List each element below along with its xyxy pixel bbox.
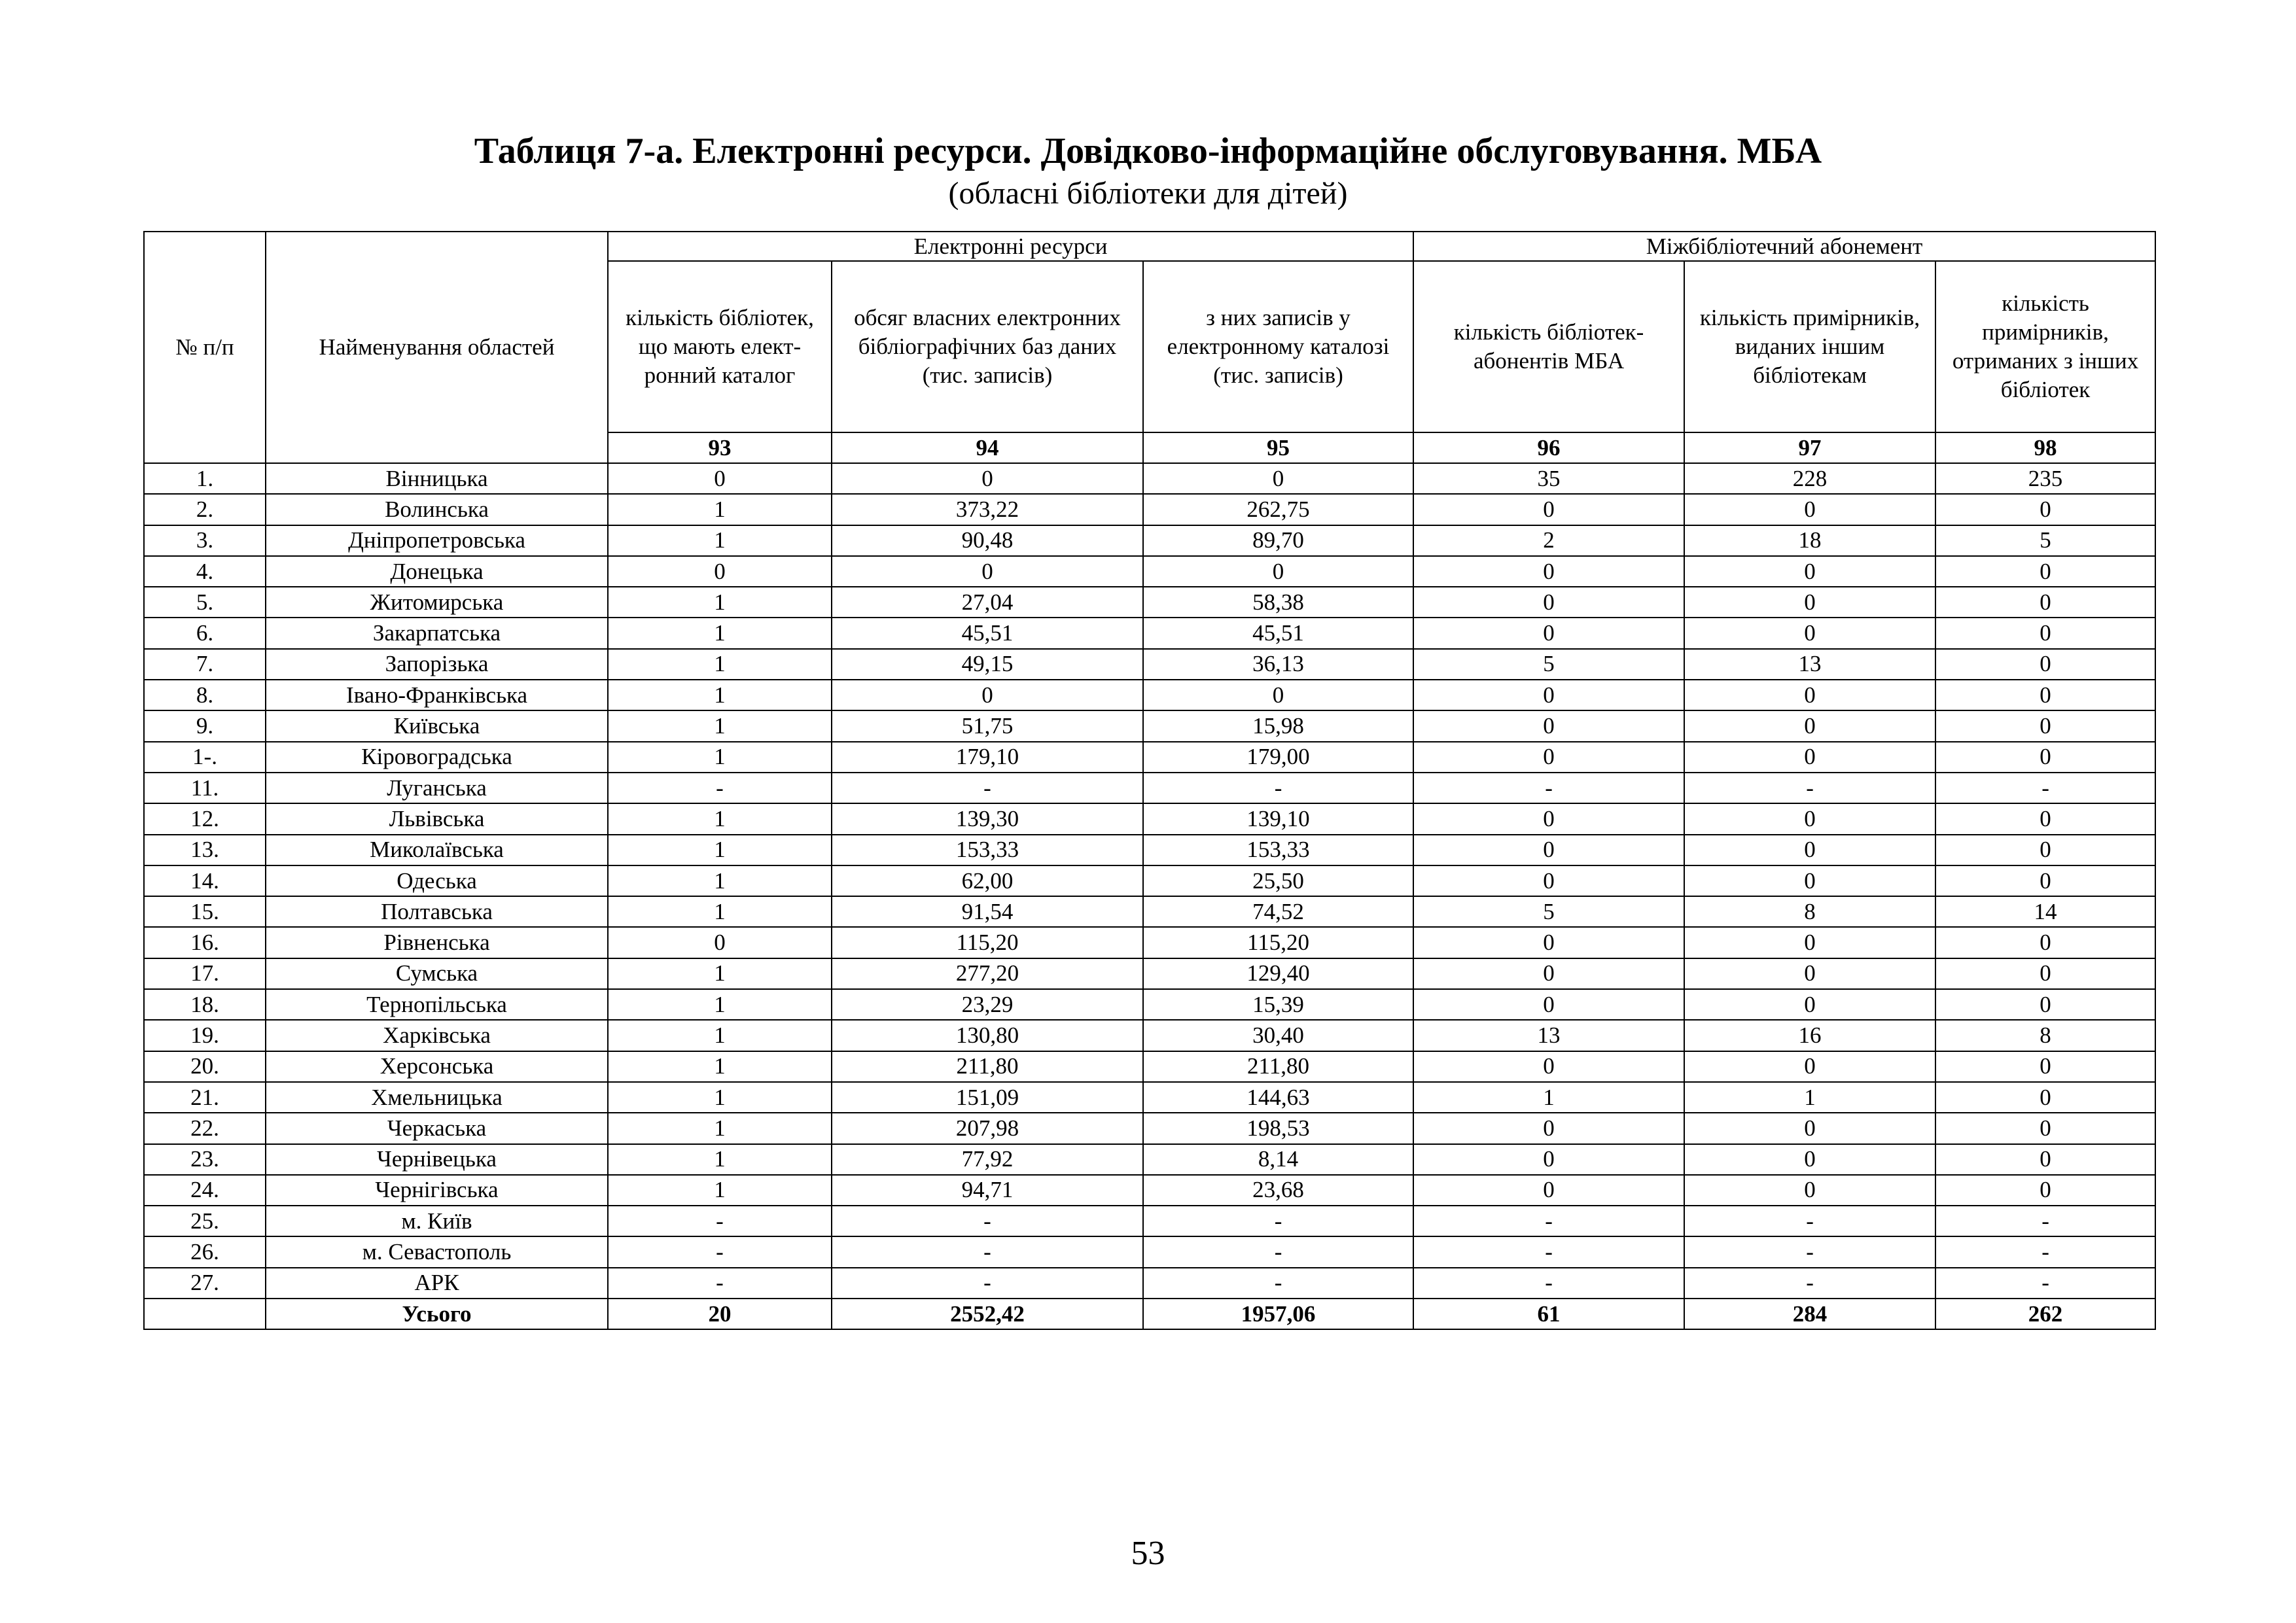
value-cell: 0 <box>1684 803 1935 834</box>
column-number: 98 <box>1935 432 2155 463</box>
value-cell: 0 <box>1935 1175 2155 1206</box>
region-name: Харківська <box>266 1020 608 1051</box>
value-cell: 115,20 <box>1143 927 1413 958</box>
value-cell: - <box>608 1206 832 1236</box>
total-cell: 262 <box>1935 1299 2155 1329</box>
row-number: 27. <box>144 1268 266 1299</box>
value-cell: 1 <box>608 1175 832 1206</box>
region-name: Львівська <box>266 803 608 834</box>
region-name: АРК <box>266 1268 608 1299</box>
value-cell: 1 <box>608 494 832 525</box>
value-cell: 1 <box>608 587 832 618</box>
table-row <box>144 1268 2155 1299</box>
value-cell: 0 <box>1413 1051 1684 1082</box>
value-cell: 5 <box>1935 525 2155 556</box>
value-cell: 0 <box>1684 958 1935 989</box>
value-cell: 0 <box>1684 989 1935 1020</box>
row-number: 14. <box>144 865 266 896</box>
row-number: 3. <box>144 525 266 556</box>
value-cell: 0 <box>1413 494 1684 525</box>
row-number: 7. <box>144 649 266 680</box>
value-cell: 0 <box>832 556 1143 587</box>
value-cell: 89,70 <box>1143 525 1413 556</box>
table-row <box>144 1020 2155 1051</box>
value-cell: 207,98 <box>832 1113 1143 1143</box>
value-cell: 0 <box>1684 710 1935 741</box>
region-name: Івано-Франківська <box>266 680 608 710</box>
value-cell: 8,14 <box>1143 1144 1413 1175</box>
region-name: м. Севастополь <box>266 1236 608 1267</box>
row-number: 18. <box>144 989 266 1020</box>
value-cell: 0 <box>1935 494 2155 525</box>
region-name: Дніпропетровська <box>266 525 608 556</box>
table-row <box>144 1113 2155 1143</box>
table-row <box>144 865 2155 896</box>
table-row <box>144 494 2155 525</box>
total-cell: 2552,42 <box>832 1299 1143 1329</box>
value-cell: 5 <box>1413 649 1684 680</box>
value-cell: 0 <box>1935 649 2155 680</box>
value-cell: - <box>1413 1268 1684 1299</box>
value-cell: 0 <box>1935 556 2155 587</box>
value-cell: 0 <box>1935 1082 2155 1113</box>
value-cell: - <box>1143 1206 1413 1236</box>
value-cell: 0 <box>1684 927 1935 958</box>
row-number: 26. <box>144 1236 266 1267</box>
value-cell: 0 <box>1684 494 1935 525</box>
region-name: Запорізька <box>266 649 608 680</box>
value-cell: 13 <box>1413 1020 1684 1051</box>
value-cell: - <box>1413 773 1684 803</box>
region-name: Закарпатська <box>266 618 608 648</box>
value-cell: 18 <box>1684 525 1935 556</box>
value-cell: 0 <box>1143 463 1413 494</box>
value-cell: 262,75 <box>1143 494 1413 525</box>
value-cell: 0 <box>1143 680 1413 710</box>
value-cell: 0 <box>1684 1144 1935 1175</box>
value-cell: 1 <box>608 525 832 556</box>
total-cell: 1957,06 <box>1143 1299 1413 1329</box>
header-col-libraries-catalog: кількість бібліотек, що мають елект-ронний каталог <box>608 261 832 432</box>
value-cell: 0 <box>1935 1113 2155 1143</box>
value-cell: 0 <box>1413 865 1684 896</box>
total-cell: 61 <box>1413 1299 1684 1329</box>
value-cell: - <box>1935 1206 2155 1236</box>
row-number: 11. <box>144 773 266 803</box>
table-row <box>144 618 2155 648</box>
region-name: Сумська <box>266 958 608 989</box>
value-cell: 198,53 <box>1143 1113 1413 1143</box>
value-cell: 94,71 <box>832 1175 1143 1206</box>
value-cell: 0 <box>1413 835 1684 865</box>
header-name: Найменування областей <box>266 232 608 463</box>
value-cell: 0 <box>1935 742 2155 773</box>
value-cell: 23,68 <box>1143 1175 1413 1206</box>
column-number: 97 <box>1684 432 1935 463</box>
row-number: 1. <box>144 463 266 494</box>
value-cell: 0 <box>1684 618 1935 648</box>
value-cell: 1 <box>1684 1082 1935 1113</box>
value-cell: 1 <box>608 1020 832 1051</box>
table-row <box>144 742 2155 773</box>
value-cell: 13 <box>1684 649 1935 680</box>
value-cell: 23,29 <box>832 989 1143 1020</box>
region-name: Чернівецька <box>266 1144 608 1175</box>
row-number: 1-. <box>144 742 266 773</box>
value-cell: - <box>832 1206 1143 1236</box>
value-cell: 91,54 <box>832 896 1143 927</box>
value-cell: 0 <box>832 463 1143 494</box>
value-cell: 179,00 <box>1143 742 1413 773</box>
value-cell: 0 <box>1935 587 2155 618</box>
table-row <box>144 958 2155 989</box>
row-number: 12. <box>144 803 266 834</box>
region-name: м. Київ <box>266 1206 608 1236</box>
value-cell: - <box>1413 1206 1684 1236</box>
row-number: 15. <box>144 896 266 927</box>
value-cell: 0 <box>1935 710 2155 741</box>
value-cell: - <box>832 1268 1143 1299</box>
value-cell: 15,39 <box>1143 989 1413 1020</box>
value-cell: 0 <box>1413 958 1684 989</box>
region-name: Миколаївська <box>266 835 608 865</box>
value-cell: 15,98 <box>1143 710 1413 741</box>
value-cell: 0 <box>1684 1051 1935 1082</box>
value-cell: - <box>1684 1206 1935 1236</box>
value-cell: 235 <box>1935 463 2155 494</box>
value-cell: 0 <box>1413 989 1684 1020</box>
region-name: Рівненська <box>266 927 608 958</box>
value-cell: - <box>832 1236 1143 1267</box>
value-cell: 139,10 <box>1143 803 1413 834</box>
value-cell: 0 <box>1935 958 2155 989</box>
table-row <box>144 927 2155 958</box>
value-cell: 1 <box>608 680 832 710</box>
header-no: № п/п <box>144 232 266 463</box>
value-cell: 211,80 <box>1143 1051 1413 1082</box>
region-name: Черкаська <box>266 1113 608 1143</box>
row-number: 24. <box>144 1175 266 1206</box>
value-cell: - <box>608 1268 832 1299</box>
row-number: 16. <box>144 927 266 958</box>
value-cell: 277,20 <box>832 958 1143 989</box>
row-number: 4. <box>144 556 266 587</box>
table-row <box>144 680 2155 710</box>
value-cell: 151,09 <box>832 1082 1143 1113</box>
value-cell: 0 <box>1935 989 2155 1020</box>
value-cell: 0 <box>1935 835 2155 865</box>
total-no-cell <box>144 1299 266 1329</box>
region-name: Київська <box>266 710 608 741</box>
total-cell: 20 <box>608 1299 832 1329</box>
value-cell: 49,15 <box>832 649 1143 680</box>
value-cell: 0 <box>1143 556 1413 587</box>
value-cell: - <box>1143 1268 1413 1299</box>
value-cell: 45,51 <box>832 618 1143 648</box>
table-row <box>144 989 2155 1020</box>
row-number: 22. <box>144 1113 266 1143</box>
value-cell: - <box>1684 1268 1935 1299</box>
value-cell: 144,63 <box>1143 1082 1413 1113</box>
value-cell: 0 <box>1935 680 2155 710</box>
total-cell: 284 <box>1684 1299 1935 1329</box>
value-cell: 1 <box>608 865 832 896</box>
page-subtitle: (обласні бібліотеки для дітей) <box>948 176 1348 211</box>
value-cell: 0 <box>1935 865 2155 896</box>
value-cell: 0 <box>1413 1144 1684 1175</box>
region-name: Одеська <box>266 865 608 896</box>
value-cell: 0 <box>608 556 832 587</box>
region-name: Донецька <box>266 556 608 587</box>
value-cell: 58,38 <box>1143 587 1413 618</box>
row-number: 13. <box>144 835 266 865</box>
region-name: Житомирська <box>266 587 608 618</box>
table-row <box>144 1144 2155 1175</box>
column-number: 96 <box>1413 432 1684 463</box>
value-cell: 0 <box>1413 803 1684 834</box>
value-cell: - <box>1413 1236 1684 1267</box>
value-cell: 0 <box>1413 1175 1684 1206</box>
region-name: Херсонська <box>266 1051 608 1082</box>
region-name: Кіровоградська <box>266 742 608 773</box>
value-cell: 36,13 <box>1143 649 1413 680</box>
value-cell: 8 <box>1935 1020 2155 1051</box>
value-cell: 1 <box>608 989 832 1020</box>
value-cell: 0 <box>1935 927 2155 958</box>
header-col-catalog-records: з них записів у електронному каталозі (тис. записів) <box>1143 261 1413 432</box>
table-row <box>144 463 2155 494</box>
value-cell: 1 <box>1413 1082 1684 1113</box>
value-cell: 14 <box>1935 896 2155 927</box>
value-cell: 153,33 <box>832 835 1143 865</box>
header-group-electronic: Електронні ресурси <box>608 232 1413 261</box>
value-cell: - <box>1143 1236 1413 1267</box>
value-cell: 1 <box>608 1144 832 1175</box>
value-cell: 0 <box>1413 710 1684 741</box>
value-cell: 0 <box>1684 835 1935 865</box>
value-cell: 16 <box>1684 1020 1935 1051</box>
region-name: Вінницька <box>266 463 608 494</box>
table-row <box>144 556 2155 587</box>
value-cell: 0 <box>1413 1113 1684 1143</box>
column-number: 94 <box>832 432 1143 463</box>
value-cell: 139,30 <box>832 803 1143 834</box>
value-cell: 0 <box>1413 927 1684 958</box>
value-cell: 1 <box>608 1082 832 1113</box>
value-cell: 0 <box>1684 587 1935 618</box>
value-cell: 115,20 <box>832 927 1143 958</box>
value-cell: - <box>1935 1236 2155 1267</box>
column-number: 95 <box>1143 432 1413 463</box>
table-row <box>144 1051 2155 1082</box>
value-cell: 373,22 <box>832 494 1143 525</box>
value-cell: 1 <box>608 958 832 989</box>
value-cell: 0 <box>1935 618 2155 648</box>
value-cell: 0 <box>1935 1051 2155 1082</box>
header-group-mba: Міжбібліотечний абонемент <box>1413 232 2155 261</box>
table-row <box>144 587 2155 618</box>
header-col-mba-subscribers: кількість бібліотек-абонентів МБА <box>1413 261 1684 432</box>
value-cell: 0 <box>1684 742 1935 773</box>
value-cell: - <box>1935 773 2155 803</box>
value-cell: - <box>1684 1236 1935 1267</box>
value-cell: 179,10 <box>832 742 1143 773</box>
value-cell: 0 <box>1413 556 1684 587</box>
value-cell: 129,40 <box>1143 958 1413 989</box>
value-cell: - <box>608 1236 832 1267</box>
value-cell: 2 <box>1413 525 1684 556</box>
value-cell: 0 <box>1684 1113 1935 1143</box>
value-cell: 5 <box>1413 896 1684 927</box>
table-row <box>144 525 2155 556</box>
table-row <box>144 1206 2155 1236</box>
table-row <box>144 896 2155 927</box>
value-cell: 35 <box>1413 463 1684 494</box>
row-number: 21. <box>144 1082 266 1113</box>
value-cell: 1 <box>608 649 832 680</box>
value-cell: 90,48 <box>832 525 1143 556</box>
row-number: 2. <box>144 494 266 525</box>
value-cell: 77,92 <box>832 1144 1143 1175</box>
value-cell: 25,50 <box>1143 865 1413 896</box>
value-cell: 0 <box>1413 618 1684 648</box>
row-number: 20. <box>144 1051 266 1082</box>
value-cell: 74,52 <box>1143 896 1413 927</box>
region-name: Полтавська <box>266 896 608 927</box>
value-cell: 30,40 <box>1143 1020 1413 1051</box>
value-cell: 0 <box>1684 556 1935 587</box>
value-cell: 1 <box>608 1113 832 1143</box>
table-row <box>144 649 2155 680</box>
region-name: Волинська <box>266 494 608 525</box>
table-row <box>144 1175 2155 1206</box>
header-col-db-volume: обсяг власних електронних бібліографічних баз даних (тис. записів) <box>832 261 1143 432</box>
value-cell: 0 <box>1684 865 1935 896</box>
value-cell: 1 <box>608 618 832 648</box>
value-cell: 0 <box>1684 680 1935 710</box>
value-cell: 1 <box>608 896 832 927</box>
value-cell: 0 <box>1413 587 1684 618</box>
value-cell: 0 <box>1935 1144 2155 1175</box>
value-cell: 228 <box>1684 463 1935 494</box>
value-cell: 8 <box>1684 896 1935 927</box>
value-cell: 0 <box>1935 803 2155 834</box>
value-cell: 0 <box>608 927 832 958</box>
value-cell: - <box>608 773 832 803</box>
row-number: 25. <box>144 1206 266 1236</box>
row-number: 6. <box>144 618 266 648</box>
value-cell: 1 <box>608 1051 832 1082</box>
region-name: Хмельницька <box>266 1082 608 1113</box>
value-cell: - <box>1684 773 1935 803</box>
value-cell: 0 <box>1413 680 1684 710</box>
value-cell: 1 <box>608 742 832 773</box>
value-cell: 45,51 <box>1143 618 1413 648</box>
table-row <box>144 710 2155 741</box>
table-row <box>144 1082 2155 1113</box>
value-cell: - <box>1935 1268 2155 1299</box>
value-cell: 130,80 <box>832 1020 1143 1051</box>
total-row <box>144 1299 2155 1329</box>
page-title: Таблиця 7-а. Електронні ресурси. Довідково-інформаційне обслуговування. МБА <box>474 131 1822 171</box>
value-cell: - <box>832 773 1143 803</box>
value-cell: 1 <box>608 710 832 741</box>
table-row <box>144 1236 2155 1267</box>
table-body <box>144 463 2155 1299</box>
row-number: 17. <box>144 958 266 989</box>
value-cell: 0 <box>1413 742 1684 773</box>
row-number: 19. <box>144 1020 266 1051</box>
column-number: 93 <box>608 432 832 463</box>
row-number: 9. <box>144 710 266 741</box>
region-name: Тернопільська <box>266 989 608 1020</box>
table-row <box>144 835 2155 865</box>
value-cell: 0 <box>1684 1175 1935 1206</box>
total-label: Усього <box>266 1299 608 1329</box>
header-col-copies-issued: кількість примірників, виданих іншим бібліотекам <box>1684 261 1935 432</box>
row-number: 5. <box>144 587 266 618</box>
table-row <box>144 803 2155 834</box>
row-number: 8. <box>144 680 266 710</box>
value-cell: - <box>1143 773 1413 803</box>
region-name: Луганська <box>266 773 608 803</box>
row-number: 23. <box>144 1144 266 1175</box>
page-number: 53 <box>1131 1535 1165 1572</box>
value-cell: 153,33 <box>1143 835 1413 865</box>
value-cell: 0 <box>832 680 1143 710</box>
value-cell: 1 <box>608 803 832 834</box>
value-cell: 51,75 <box>832 710 1143 741</box>
value-cell: 211,80 <box>832 1051 1143 1082</box>
value-cell: 27,04 <box>832 587 1143 618</box>
header-col-copies-received: кількість примірників, отриманих з інших бібліотек <box>1935 261 2155 432</box>
value-cell: 0 <box>608 463 832 494</box>
data-table <box>143 231 2156 1330</box>
table-row <box>144 773 2155 803</box>
value-cell: 62,00 <box>832 865 1143 896</box>
value-cell: 1 <box>608 835 832 865</box>
region-name: Чернігівська <box>266 1175 608 1206</box>
